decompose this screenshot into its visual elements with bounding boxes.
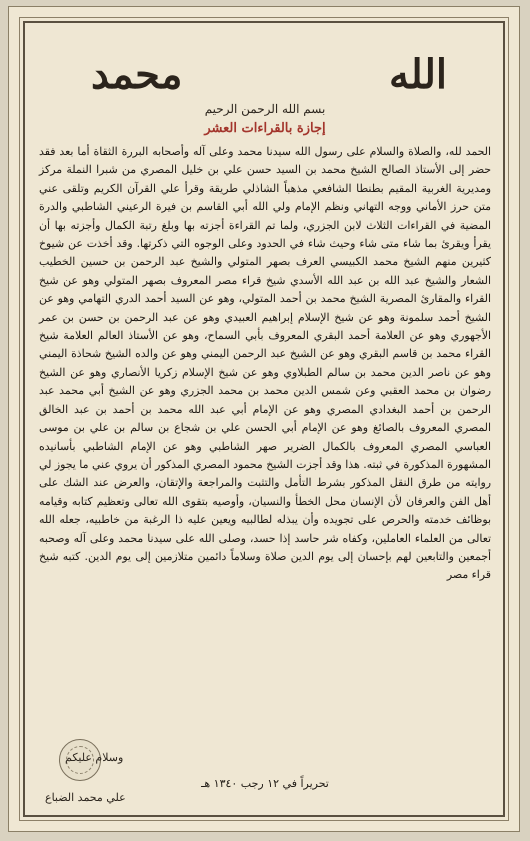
date-line: تحريراً في ١٢ رجب ١٣٤٠ هـ: [201, 777, 329, 790]
certificate-sheet: [8, 6, 520, 832]
closing-greeting: وسلام عليكم: [65, 751, 124, 764]
signer-name: علي محمد الضباع: [45, 791, 126, 804]
basmala: بسم الله الرحمن الرحيم: [204, 102, 326, 116]
header-muhammad-calligraphy: محمد: [91, 51, 183, 98]
certificate-body: الحمد لله، والصلاة والسلام على رسول الله سيدنا محمد وعلى آله وأصحابه البررة الثقاة أما بعد فقد حضر إلى الأستاذ الصالح الشيخ محمد بن السيد حسن علي بن خليل المصري من شبرا النملة مركز ومديرية الغربية المقيم بطنطا الشافعي مذهباً الشاذلي طريقة وقرأ علي القرآن الكريم وتلقى عني متن حرز الأماني ووجه التهاني ونظم الإمام ولي الله أبي القاسم بن فيرة الرعيني الشاطبي والدرة المضية في القراءات الثلاث لابن الجزري، ولما تم القراءة أجزته بها وبلغ رتبة الكمال وأجزته بها أن يقرأ ويقرئ بما شاء متى شاء وحيث شاء في الحدود وعلى الوجوه التي ذكرتها. وقد أخذت عن شيوخ كثيرين منهم الشيخ محمد الكبيسي العرف بصهر المتولي والشيخ عبد الرحمن بن حسين الخطيب الشعار والشيخ عبد الله بن عبد الله الأسدي شيخ قراء مصر المعروف بصهر المتولي وهو عن شيخ القراء والمقارئ المصرية الشيخ محمد بن أحمد المتولي، وهو عن السيد أحمد الدري التهامي وهو عن الشيخ أحمد سلمونة وهو عن شيخ الإسلام إبراهيم العبيدي وهو عن عبد الرحمن بن حسن بن عمر الأجهوري وهو عن العلامة أحمد البقري المعروف بأبي السماح، وهو عن الأستاذ العالم العلامة شيخ القراء محمد بن قاسم البقري وهو عن الشيخ عبد الرحمن اليمني وهو عن والده الشيخ شحاذة اليمني وهو عن ناصر الدين محمد بن سالم الطبلاوي وهو عن شيخ الإسلام زكريا الأنصاري وهو عن الشيخ رضوان بن محمد العقبي وعن شمس الدين محمد بن محمد الجزري وهو عن الشيخ أبي محمد عبد الرحمن بن أحمد البغدادي المصري وهو عن الإمام أبي عبد الله محمد بن أحمد بن عبد الخالق المصري المعروف بالصائغ وهو عن الإمام أبي الحسن علي بن شجاع بن سالم بن علي بن موسى العباسي المصري المعروف بالكمال الضرير صهر الشاطبي وهو عن الإمام الشاطبي بأسانيده المشهورة المذكورة في ثبته. هذا وقد أجزت الشيخ محمود المصري المذكور أن يروي عني ما يجوز لي روايته من طرق النقل المذكور بشرط التأمل والتثبت والمراجعة والإتقان، والعرض عند الشك على أهل الفن والعرفان لأن الإنسان محل الخطأ والنسيان، وأوصيه بتقوى الله تعالى وتعظيم كتابه وقيامه بوظائف خدمته والحرص على تجويده وأن يبذله لطالبيه ويعين عليه ذا الرغبة من خاطبيه، جعله الله تعالى من العلماء العاملين، وكفاه شر حاسد إذا حسد، وصلى الله على سيدنا محمد وعلى آله وصحبه أجمعين والتابعين لهم بإحسان إلى يوم الدين صلاة وسلاماً دائمين متلازمين إلى يوم الدين. كتبه شيخ قراء مصر: [39, 145, 491, 582]
header-allah-calligraphy: الله: [389, 51, 447, 98]
document-title: إجازة بالقراءات العشر: [204, 121, 326, 136]
